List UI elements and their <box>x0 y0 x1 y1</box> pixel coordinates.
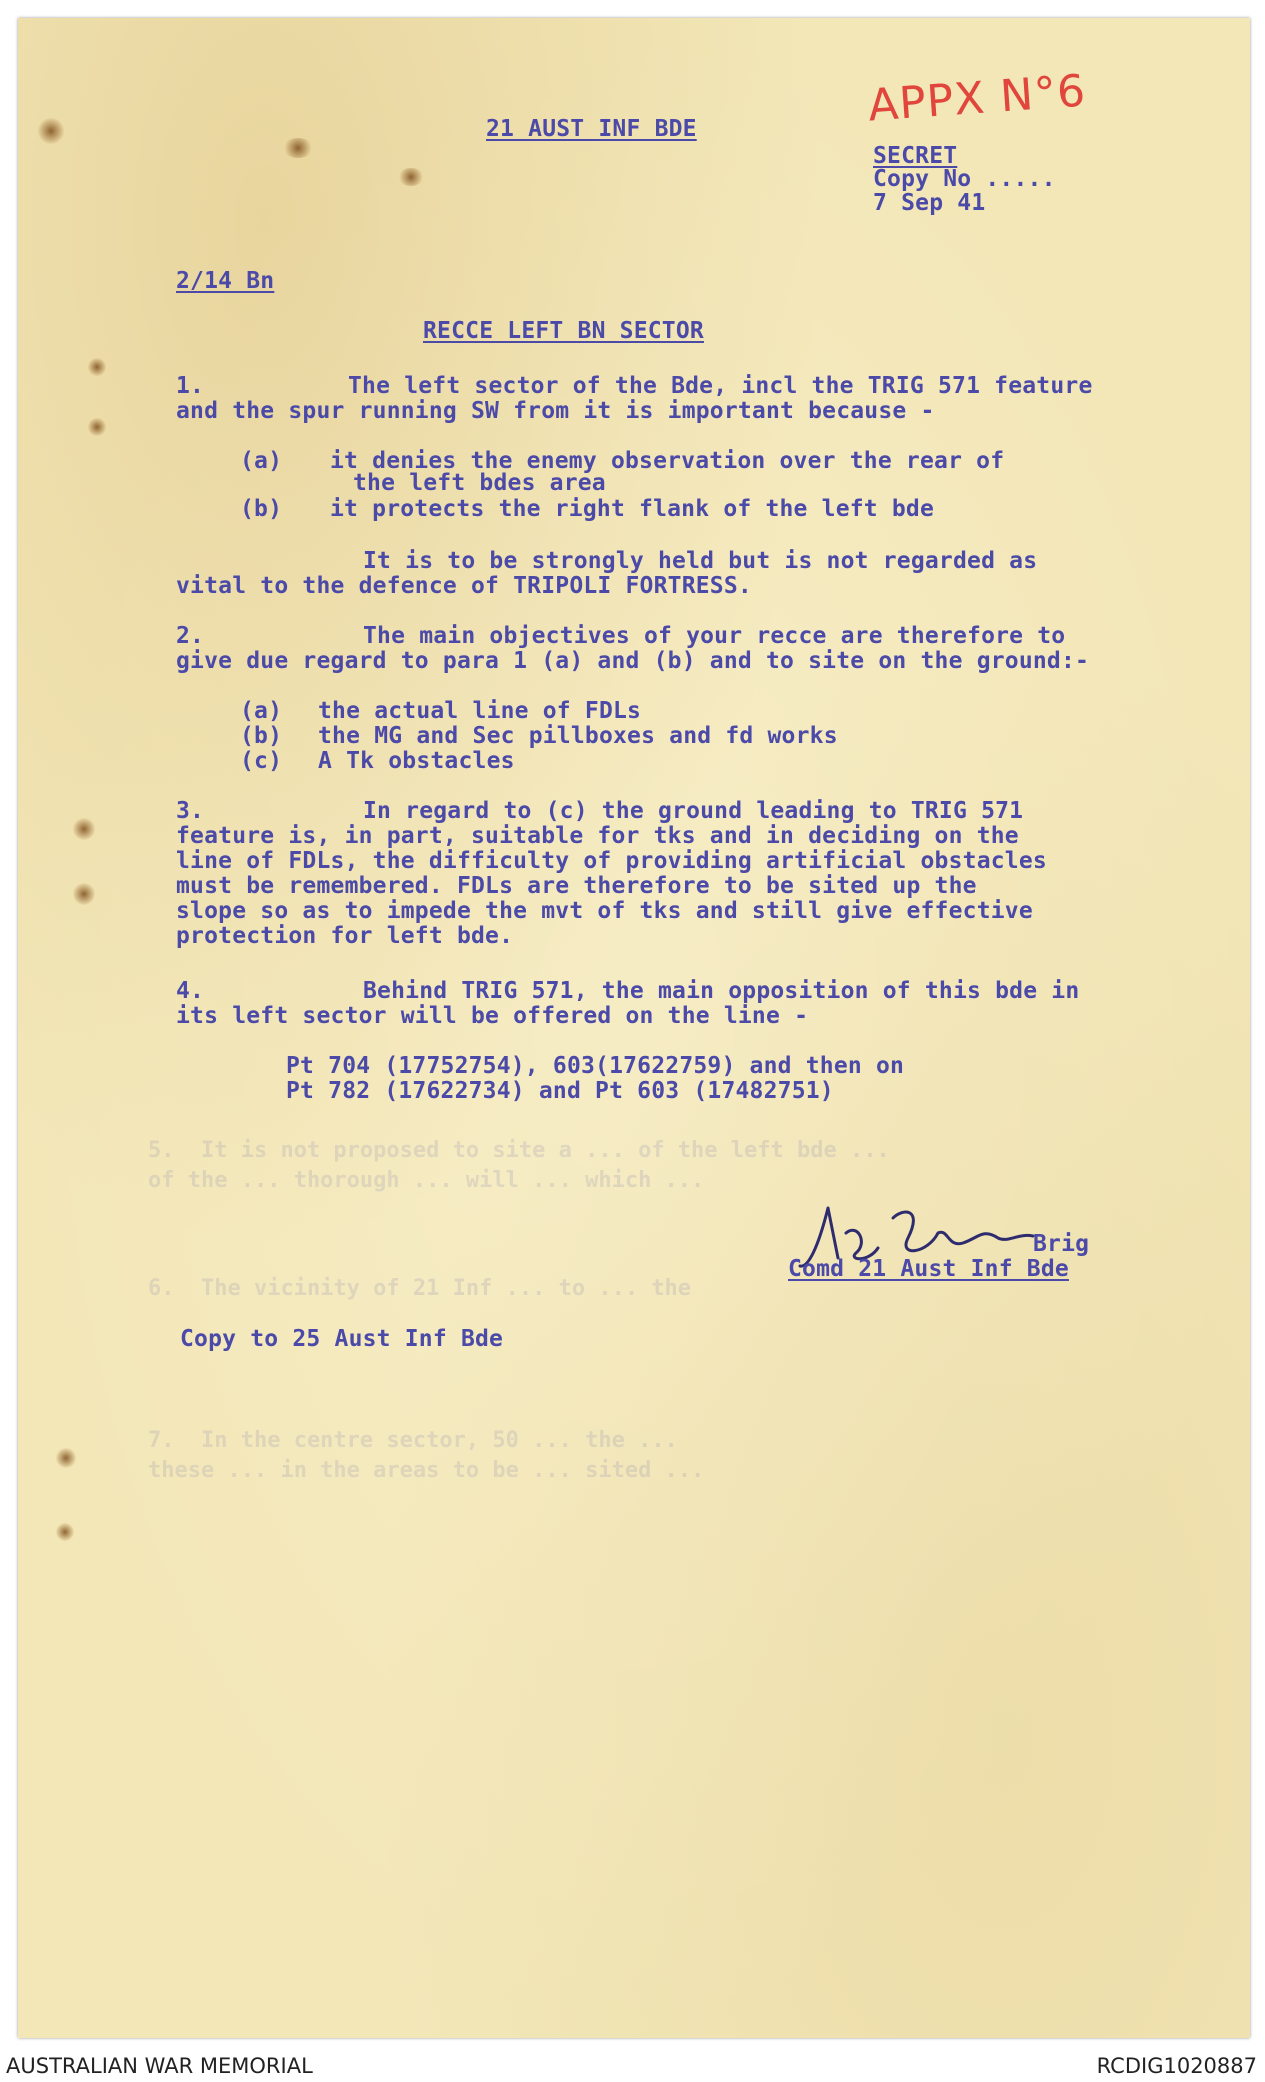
unit-heading: 21 AUST INF BDE <box>486 116 697 142</box>
signatory-block: Comd 21 Aust Inf Bde <box>788 1256 1069 1282</box>
archive-reference: RCDIG1020887 <box>1096 2054 1257 2078</box>
show-through-text: these ... in the areas to be ... sited ... <box>148 1458 705 1483</box>
paragraph-line: A Tk obstacles <box>318 748 515 774</box>
paragraph-line: it denies the enemy observation over the rear of <box>330 448 1005 474</box>
stain <box>398 168 424 186</box>
paragraph-line: vital to the defence of TRIPOLI FORTRESS. <box>176 573 752 599</box>
copy-distribution: Copy to 25 Aust Inf Bde <box>180 1326 504 1352</box>
grid-reference-line: Pt 782 (17622734) and Pt 603 (17482751) <box>286 1078 834 1104</box>
paragraph-line: It is to be strongly held but is not regarded as <box>363 548 1038 574</box>
show-through-text: 6. The vicinity of 21 Inf ... to ... the <box>148 1276 692 1301</box>
paragraph-line: Behind TRIG 571, the main opposition of this bde in <box>363 978 1080 1004</box>
archive-name: AUSTRALIAN WAR MEMORIAL <box>6 2054 313 2078</box>
archive-footer <box>0 2048 1265 2082</box>
signatory-rank: Brig <box>1033 1231 1090 1257</box>
document-title: RECCE LEFT BN SECTOR <box>423 318 704 344</box>
stain <box>38 118 64 144</box>
paragraph-line: protection for left bde. <box>176 923 514 949</box>
stain <box>56 1448 76 1468</box>
stain <box>73 818 95 840</box>
para-number: 2. <box>176 623 205 649</box>
stain <box>88 358 106 376</box>
paragraph-line: and the spur running SW from it is important because - <box>176 398 935 424</box>
paragraph-line: The main objectives of your recce are therefore to <box>363 623 1066 649</box>
subpara-label: (b) <box>240 723 283 749</box>
paragraph-line: it protects the right flank of the left bde <box>330 496 935 522</box>
document-date: 7 Sep 41 <box>873 190 986 216</box>
stain <box>283 138 313 158</box>
grid-reference-line: Pt 704 (17752754), 603(17622759) and then on <box>286 1053 905 1079</box>
paragraph-line: its left sector will be offered on the line - <box>176 1003 809 1029</box>
paragraph-line: the MG and Sec pillboxes and fd works <box>318 723 838 749</box>
paragraph-line: line of FDLs, the difficulty of providing artificial obstacles <box>176 848 1047 874</box>
handwritten-appendix-note: APPX N°6 <box>866 65 1088 132</box>
copy-number: Copy No ..... <box>873 166 1056 192</box>
paragraph-line: In regard to (c) the ground leading to TRIG 571 <box>363 798 1024 824</box>
para-number: 4. <box>176 978 205 1004</box>
paragraph-line: The left sector of the Bde, incl the TRIG 571 feature <box>348 373 1093 399</box>
show-through-text: of the ... thorough ... will ... which ... <box>148 1168 705 1193</box>
paragraph-line: give due regard to para 1 (a) and (b) and to site on the ground:- <box>176 648 1090 674</box>
subpara-label: (a) <box>240 448 283 474</box>
show-through-text: 5. It is not proposed to site a ... of the left bde ... <box>148 1138 890 1163</box>
subpara-label: (c) <box>240 748 283 774</box>
paragraph-line: feature is, in part, suitable for tks and in deciding on the <box>176 823 1019 849</box>
addressee: 2/14 Bn <box>176 268 275 294</box>
paragraph-line: the left bdes area <box>353 470 606 496</box>
subpara-label: (b) <box>240 496 283 522</box>
document-page <box>18 18 1250 2038</box>
show-through-text: 7. In the centre sector, 50 ... the ... <box>148 1428 678 1453</box>
stain <box>73 883 95 905</box>
subpara-label: (a) <box>240 698 283 724</box>
paragraph-line: the actual line of FDLs <box>318 698 642 724</box>
paragraph-line: must be remembered. FDLs are therefore to be sited up the <box>176 873 977 899</box>
stain <box>88 418 106 436</box>
paragraph-line: slope so as to impede the mvt of tks and still give effective <box>176 898 1033 924</box>
stain <box>56 1523 74 1541</box>
classification-label: SECRET <box>873 143 958 169</box>
para-number: 3. <box>176 798 205 824</box>
para-number: 1. <box>176 373 205 399</box>
